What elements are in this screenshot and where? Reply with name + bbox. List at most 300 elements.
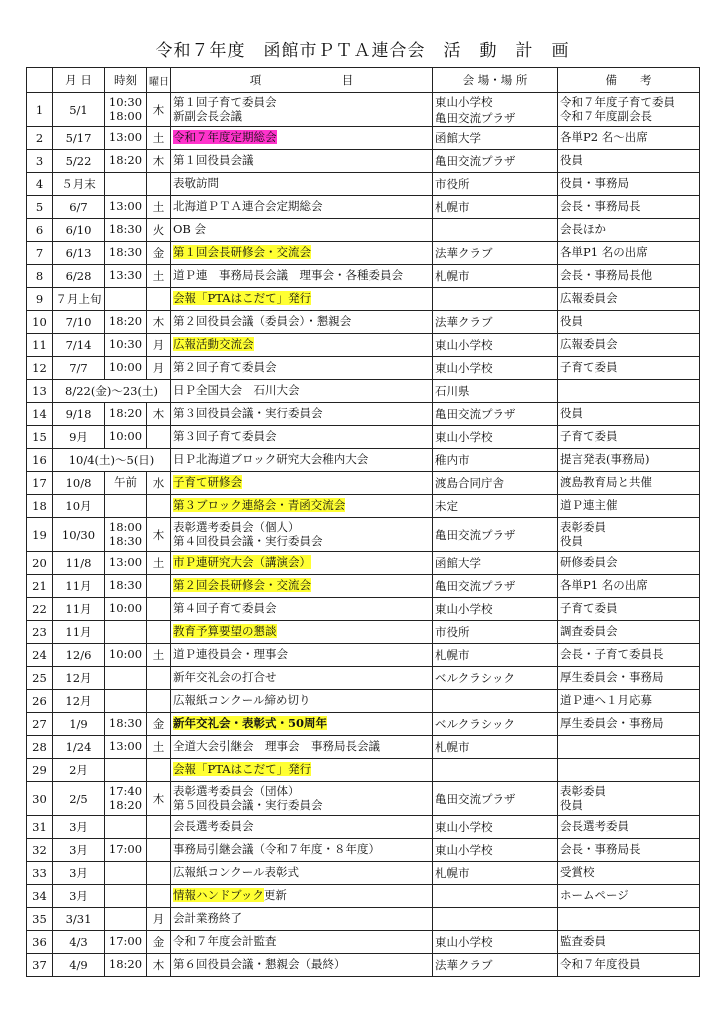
rows.3.venue-line: 市役所 (435, 177, 470, 191)
row-time (105, 93, 147, 127)
row-time (105, 357, 147, 380)
row-weekday (147, 426, 171, 449)
row-note (558, 219, 700, 242)
rows.2.note-line: 役員 (560, 153, 583, 168)
row-venue (433, 621, 558, 644)
row-note (558, 908, 700, 931)
table-row (27, 242, 700, 265)
row-time (105, 598, 147, 621)
rows.22.note-line: 調査委員会 (560, 624, 618, 639)
header-venue: 会 場・場 所 (433, 68, 558, 93)
row-item (171, 173, 433, 196)
rows.30.venue-line: 東山小学校 (435, 820, 493, 834)
row-number: 10 (27, 311, 53, 334)
row-item (171, 908, 433, 931)
rows.0.note-line: 令和７年度副会長 (560, 108, 652, 123)
row-note (558, 690, 700, 713)
rows.20.time-line: 18:30 (108, 578, 143, 593)
row-time (105, 954, 147, 977)
row-venue (433, 127, 558, 150)
table-row (27, 736, 700, 759)
row-time (105, 288, 147, 311)
rows.31.time-line: 17:00 (108, 842, 143, 857)
item-text: 事務局引継会議（令和７年度・８年度） (173, 842, 380, 857)
row-number: 3 (27, 150, 53, 173)
row-note (558, 885, 700, 908)
table-row (27, 552, 700, 575)
item-text: 日Ｐ全国大会 石川大会 (173, 383, 300, 398)
header-row (27, 68, 700, 93)
row-note (558, 472, 700, 495)
table-row (27, 598, 700, 621)
row-item-line (173, 799, 430, 813)
item-text: 第１回役員会議 (173, 153, 254, 168)
row-item (171, 598, 433, 621)
row-date: 9/18 (53, 403, 105, 426)
row-number: 4 (27, 173, 53, 196)
row-item (171, 403, 433, 426)
row-note (558, 816, 700, 839)
row-item-line (173, 671, 430, 685)
row-item-line (173, 763, 430, 777)
row-item (171, 127, 433, 150)
rows.7.venue-line: 札幌市 (435, 269, 470, 283)
table-row (27, 690, 700, 713)
row-time (105, 242, 147, 265)
row-date: 1/9 (53, 713, 105, 736)
item-text: 第４回役員会議・実行委員会 (173, 533, 323, 548)
table-row (27, 93, 700, 127)
row-item (171, 93, 433, 127)
rows.7.time-line: 13:30 (108, 268, 143, 283)
row-item-line (173, 154, 430, 168)
rows.33.note-line: ホームページ (560, 888, 629, 903)
rows.22.venue-line: 市役所 (435, 625, 470, 639)
rows.12.venue-line: 石川県 (435, 384, 470, 398)
row-number: 9 (27, 288, 53, 311)
row-item (171, 736, 433, 759)
rows.6.note-line: 各単P1 名の出席 (560, 245, 648, 260)
row-weekday: 土 (147, 265, 171, 288)
row-number: 25 (27, 667, 53, 690)
rows.5.note-line: 会長ほか (560, 222, 606, 237)
row-weekday: 金 (147, 931, 171, 954)
rows.18.note-line: 表彰委員 (560, 519, 606, 534)
row-item (171, 839, 433, 862)
rows.4.note-line: 会長・事務局長 (560, 199, 641, 214)
row-note (558, 403, 700, 426)
rows.13.note-line: 役員 (560, 406, 583, 421)
row-time (105, 403, 147, 426)
row-venue (433, 357, 558, 380)
rows.11.time-line: 10:00 (108, 360, 143, 375)
row-venue (433, 931, 558, 954)
row-item (171, 196, 433, 219)
item-text: 新副会長会議 (173, 108, 242, 123)
row-time (105, 621, 147, 644)
row-time (105, 472, 147, 495)
rows.18.venue-line: 亀田交流プラザ (435, 527, 516, 542)
rows.29.venue-line: 亀田交流プラザ (435, 791, 516, 806)
row-number: 1 (27, 93, 53, 127)
row-item-line (173, 579, 430, 593)
row-number: 30 (27, 782, 53, 816)
row-item-line (173, 717, 430, 731)
row-venue (433, 334, 558, 357)
row-item-line (173, 958, 430, 972)
rows.17.venue-line: 未定 (435, 499, 458, 513)
row-item-line (173, 648, 430, 662)
rows.0.time-line: 18:00 (108, 108, 143, 123)
rows.7.note-line: 会長・事務局長他 (560, 268, 652, 283)
row-date: 12月 (53, 690, 105, 713)
row-number: 7 (27, 242, 53, 265)
item-text: 日Ｐ北海道ブロック研究大会稚内大会 (173, 452, 369, 467)
row-note (558, 242, 700, 265)
rows.31.venue-line: 東山小学校 (435, 843, 493, 857)
row-date: 6/7 (53, 196, 105, 219)
rows.16.note-line: 渡島教育局と共催 (560, 475, 652, 490)
row-number: 24 (27, 644, 53, 667)
row-date: 3月 (53, 862, 105, 885)
rows.13.venue-line: 亀田交流プラザ (435, 407, 516, 421)
rows.0.time-line: 10:30 (108, 95, 143, 110)
row-number: 17 (27, 472, 53, 495)
row-time (105, 518, 147, 552)
item-text: 広報紙コンクール表彰式 (173, 865, 300, 880)
row-item-line (173, 177, 430, 191)
row-item-line (173, 740, 430, 754)
rows.31.note-line: 会長・事務局長 (560, 842, 641, 857)
rows.35.time-line: 17:00 (108, 934, 143, 949)
row-number: 12 (27, 357, 53, 380)
row-number: 28 (27, 736, 53, 759)
item-text: 第５回役員会議・実行委員会 (173, 797, 323, 812)
row-item-line (173, 499, 430, 513)
item-text: 市Ｐ連研究大会（講演会） (173, 555, 311, 570)
rows.14.venue-line: 東山小学校 (435, 430, 493, 444)
row-item-line (173, 269, 430, 283)
row-number: 34 (27, 885, 53, 908)
rows.19.note-line: 研修委員会 (560, 555, 618, 570)
row-item (171, 782, 433, 816)
row-note (558, 334, 700, 357)
rows.26.venue-line: ベルクラシック (435, 717, 516, 731)
row-weekday (147, 667, 171, 690)
rows.21.time-line: 10:00 (108, 601, 143, 616)
item-text: 教育予算要望の懇談 (173, 624, 277, 639)
rows.25.note-line: 道Ｐ連へ１月応募 (560, 693, 652, 708)
row-note (558, 759, 700, 782)
row-note (558, 575, 700, 598)
row-weekday: 木 (147, 311, 171, 334)
table-row (27, 908, 700, 931)
table-body (27, 93, 700, 977)
row-venue (433, 644, 558, 667)
row-number: 27 (27, 713, 53, 736)
row-item (171, 816, 433, 839)
table-row (27, 173, 700, 196)
row-venue (433, 93, 558, 127)
item-text: 全道大会引継会 理事会 事務局長会議 (173, 739, 380, 754)
item-text: 新年交礼会・表彰式・50周年 (173, 716, 328, 731)
table-row (27, 575, 700, 598)
row-number: 29 (27, 759, 53, 782)
row-date: 5/22 (53, 150, 105, 173)
row-weekday (147, 621, 171, 644)
row-note (558, 862, 700, 885)
row-date: 6/13 (53, 242, 105, 265)
item-text: 子育て研修会 (173, 475, 242, 490)
row-weekday (147, 862, 171, 885)
rows.8.note-line: 広報委員会 (560, 291, 618, 306)
row-time (105, 495, 147, 518)
item-text: 表敬訪問 (173, 176, 219, 191)
row-date: 9月 (53, 426, 105, 449)
row-date: 4/9 (53, 954, 105, 977)
rows.26.time-line: 18:30 (108, 716, 143, 731)
table-row (27, 380, 700, 403)
row-time (105, 862, 147, 885)
table-row (27, 495, 700, 518)
row-venue (433, 518, 558, 552)
row-note (558, 449, 700, 472)
row-date: 5/17 (53, 127, 105, 150)
item-text: 表彰選考委員会（個人） (173, 519, 300, 534)
row-weekday (147, 173, 171, 196)
row-date: 7/10 (53, 311, 105, 334)
row-item-line (173, 110, 430, 124)
rows.29.note-line: 役員 (560, 797, 583, 812)
row-date: 2/5 (53, 782, 105, 816)
rows.3.note-line: 役員・事務局 (560, 176, 629, 191)
table-row (27, 816, 700, 839)
row-date: 10月 (53, 495, 105, 518)
item-text: 北海道ＰＴＡ連合会定期総会 (173, 199, 323, 214)
row-note (558, 736, 700, 759)
row-venue (433, 862, 558, 885)
row-weekday: 金 (147, 713, 171, 736)
row-item (171, 426, 433, 449)
rows.18.time-line: 18:30 (108, 533, 143, 548)
row-time (105, 690, 147, 713)
row-venue (433, 954, 558, 977)
row-note (558, 954, 700, 977)
row-date: ７月上旬 (53, 288, 105, 311)
row-time (105, 931, 147, 954)
row-weekday: 土 (147, 644, 171, 667)
row-date: 4/3 (53, 931, 105, 954)
row-item (171, 621, 433, 644)
row-date: 11月 (53, 575, 105, 598)
row-note (558, 644, 700, 667)
row-item (171, 334, 433, 357)
row-date: 1/24 (53, 736, 105, 759)
row-number: 19 (27, 518, 53, 552)
header-date: 月 日 (53, 68, 105, 93)
row-item-line (173, 384, 430, 398)
row-item-line (173, 96, 430, 110)
table-row (27, 196, 700, 219)
row-time (105, 127, 147, 150)
row-venue (433, 265, 558, 288)
row-date-range: 10/4(土)～5(日) (53, 449, 171, 472)
row-note (558, 173, 700, 196)
row-weekday: 土 (147, 127, 171, 150)
rows.0.venue-line: 東山小学校 (435, 94, 493, 109)
rows.9.time-line: 18:20 (108, 314, 143, 329)
table-row (27, 931, 700, 954)
row-number: 23 (27, 621, 53, 644)
row-time (105, 552, 147, 575)
item-text: 広報紙コンクール締め切り (173, 693, 311, 708)
row-note (558, 782, 700, 816)
row-item-line (173, 476, 430, 490)
rows.16.time-line: 午前 (114, 475, 137, 490)
row-weekday: 土 (147, 552, 171, 575)
row-number: 16 (27, 449, 53, 472)
row-time (105, 839, 147, 862)
row-note (558, 311, 700, 334)
row-time (105, 426, 147, 449)
row-weekday (147, 598, 171, 621)
row-number: 15 (27, 426, 53, 449)
row-venue (433, 885, 558, 908)
table-row (27, 885, 700, 908)
table-row (27, 265, 700, 288)
row-date: 10/30 (53, 518, 105, 552)
row-weekday: 金 (147, 242, 171, 265)
rows.29.note-line: 表彰委員 (560, 783, 606, 798)
rows.14.note-line: 子育て委員 (560, 429, 618, 444)
row-item (171, 495, 433, 518)
rows.2.time-line: 18:20 (108, 153, 143, 168)
header-note: 備 考 (558, 68, 700, 93)
row-weekday: 土 (147, 196, 171, 219)
row-venue (433, 575, 558, 598)
row-item-line (173, 602, 430, 616)
rows.2.venue-line: 亀田交流プラザ (435, 154, 516, 168)
table-row (27, 782, 700, 816)
rows.10.time-line: 10:30 (108, 337, 143, 352)
row-date: 6/10 (53, 219, 105, 242)
rows.11.venue-line: 東山小学校 (435, 361, 493, 375)
row-venue (433, 173, 558, 196)
rows.23.note-line: 会長・子育て委員長 (560, 647, 664, 662)
rows.14.time-line: 10:00 (108, 429, 143, 444)
row-weekday (147, 759, 171, 782)
item-text: 道Ｐ連役員会・理事会 (173, 647, 288, 662)
rows.16.venue-line: 渡島合同庁舎 (435, 476, 504, 490)
row-item (171, 690, 433, 713)
row-weekday (147, 839, 171, 862)
row-date: ５月末 (53, 173, 105, 196)
row-note (558, 265, 700, 288)
row-number: 18 (27, 495, 53, 518)
row-number: 32 (27, 839, 53, 862)
activity-plan-table (26, 67, 700, 977)
row-weekday: 木 (147, 93, 171, 127)
row-item-line (173, 453, 430, 467)
rows.23.time-line: 10:00 (108, 647, 143, 662)
row-item (171, 885, 433, 908)
row-item-line (173, 625, 430, 639)
row-weekday (147, 690, 171, 713)
header-no (27, 68, 53, 93)
row-venue (433, 552, 558, 575)
table-row (27, 472, 700, 495)
table-row (27, 667, 700, 690)
row-note (558, 93, 700, 127)
row-number: 22 (27, 598, 53, 621)
rows.20.venue-line: 亀田交流プラザ (435, 579, 516, 593)
rows.6.venue-line: 法華クラブ (435, 246, 493, 260)
row-venue (433, 150, 558, 173)
row-weekday: 水 (147, 472, 171, 495)
row-number: 11 (27, 334, 53, 357)
table-row (27, 127, 700, 150)
rows.32.venue-line: 札幌市 (435, 866, 470, 880)
row-item-line (173, 315, 430, 329)
row-item (171, 862, 433, 885)
row-number: 21 (27, 575, 53, 598)
row-venue (433, 288, 558, 311)
row-note (558, 931, 700, 954)
row-number: 33 (27, 862, 53, 885)
row-item-line (173, 912, 430, 926)
row-item-line (173, 338, 430, 352)
item-text: 第１回会長研修会・交流会 (173, 245, 311, 260)
row-number: 2 (27, 127, 53, 150)
row-item-line (173, 785, 430, 799)
row-note (558, 667, 700, 690)
row-venue (433, 311, 558, 334)
row-weekday: 月 (147, 908, 171, 931)
row-item-line (173, 694, 430, 708)
row-date: 6/28 (53, 265, 105, 288)
rows.1.time-line: 13:00 (108, 130, 143, 145)
table-row (27, 311, 700, 334)
row-number: 20 (27, 552, 53, 575)
item-text: 第１回子育て委員会 (173, 94, 277, 109)
item-text: 道Ｐ連 事務局長会議 理事会・各種委員会 (173, 268, 403, 283)
row-item-line (173, 430, 430, 444)
table-row (27, 150, 700, 173)
rows.5.time-line: 18:30 (108, 222, 143, 237)
row-note (558, 380, 700, 403)
row-weekday (147, 885, 171, 908)
rows.36.venue-line: 法華クラブ (435, 958, 493, 972)
item-text: 第３ブロック連絡会・青函交流会 (173, 498, 346, 513)
row-item-line (173, 521, 430, 535)
row-item-line (173, 407, 430, 421)
rows.1.venue-line: 函館大学 (435, 131, 481, 145)
row-venue (433, 667, 558, 690)
rows.36.time-line: 18:20 (108, 957, 143, 972)
row-item (171, 242, 433, 265)
rows.29.time-line: 18:20 (108, 797, 143, 812)
rows.24.venue-line: ベルクラシック (435, 671, 516, 685)
rows.4.venue-line: 札幌市 (435, 200, 470, 214)
rows.26.note-line: 厚生委員会・事務局 (560, 716, 664, 731)
row-weekday (147, 816, 171, 839)
item-text: 令和７年度定期総会 (173, 130, 277, 145)
row-time (105, 150, 147, 173)
rows.18.time-line: 18:00 (108, 520, 143, 535)
row-venue (433, 690, 558, 713)
row-weekday: 木 (147, 954, 171, 977)
row-item-line (173, 556, 430, 570)
